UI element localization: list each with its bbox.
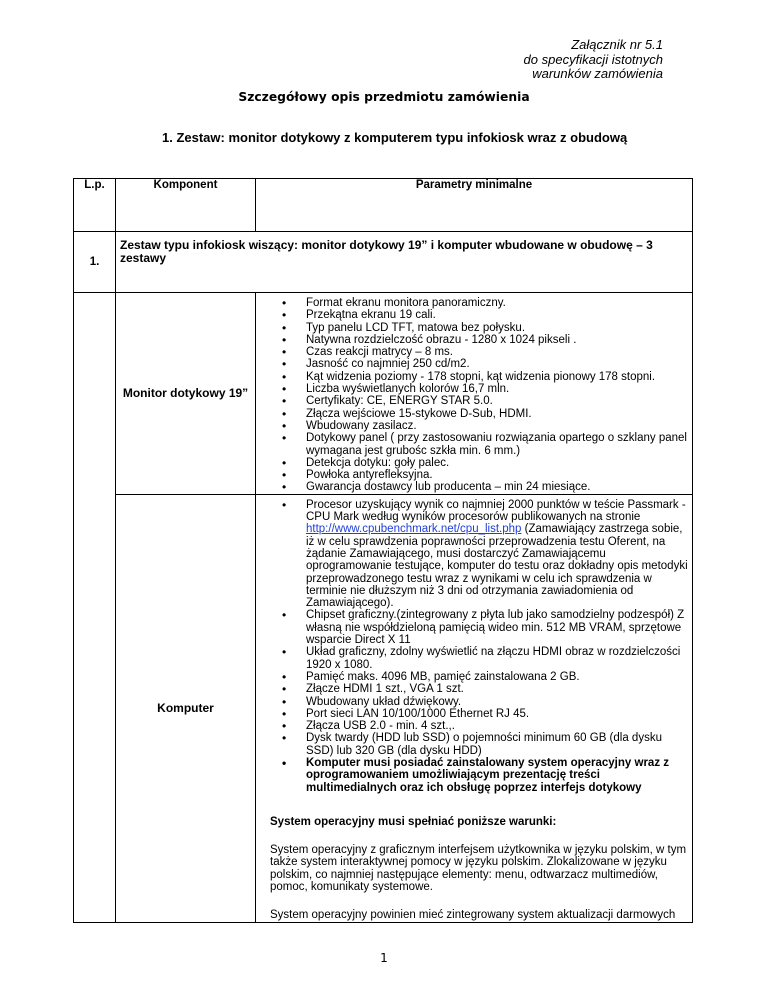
- list-item: • Gwarancja dostawcy lub producenta – min 24 miesiące.: [256, 481, 688, 493]
- list-item: • Certyfikaty: CE, ENERGY STAR 5.0.: [256, 395, 688, 407]
- os-heading: System operacyjny musi spełniać poniższe warunki:: [270, 815, 557, 828]
- list-item: • Dotykowy panel ( przy zastosowaniu rozwiązania opartego o szklany panel wymagana jest grubośc szkła min. 6 mm.): [256, 432, 688, 457]
- table-row: [74, 232, 693, 293]
- list-item: • Czas reakcji matrycy – 8 ms.: [256, 346, 688, 358]
- annex-line-1: Załącznik nr 5.1: [571, 37, 663, 52]
- table-header-row: [74, 179, 693, 232]
- list-item: • Złącza wejściowe 15-stykowe D-Sub, HDMI.: [256, 408, 688, 420]
- list-item: • Pamięć maks. 4096 MB, pamięć zainstalowana 2 GB.: [256, 671, 688, 683]
- list-item-os-required: • Komputer musi posiadać zainstalowany system operacyjny wraz z oprogramowaniem umożliwiającym prezentację treści multimedialnych oraz ich obsługę poprzez interfejs dotykowy: [256, 757, 688, 794]
- list-item: • Port sieci LAN 10/100/1000 Ethernet RJ 45.: [256, 708, 688, 720]
- list-item: • Układ graficzny, zdolny wyświetlić na złączu HDMI obraz w rozdzielczości 1920 x 1080.: [256, 646, 688, 671]
- cpubenchmark-link[interactable]: http://www.cpubenchmark.net/cpu_list.php: [306, 523, 522, 536]
- computer-param-list: [256, 495, 692, 794]
- empty-cell: [74, 293, 116, 923]
- list-item: • Liczba wyświetlanych kolorów 16,7 mln.: [256, 383, 688, 395]
- list-item: • Detekcja dotyku: goły palec.: [256, 457, 688, 469]
- list-item: • Kąt widzenia poziomy - 178 stopni, kąt widzenia pionowy 178 stopni.: [256, 371, 688, 383]
- list-item: • Natywna rozdzielczość obrazu - 1280 x 1024 pikseli .: [256, 334, 688, 346]
- table-row-monitor: [74, 293, 693, 495]
- list-item: • Dysk twardy (HDD lub SSD) o pojemności minimum 60 GB (dla dysku SSD) lub 320 GB (dla dysku HDD): [256, 732, 688, 757]
- list-item: • Wbudowany układ dźwiękowy.: [256, 696, 688, 708]
- os-paragraph-1: System operacyjny z graficznym interfejsem użytkownika w języku polskim, w tym także system interaktywnej pomocy w języku polskim. Zlokalizowane w języku polskim, co najmniej następujące elementy: menu, odtwarzacz multimediów, pomoc, komunikaty systemowe.: [270, 844, 687, 894]
- annex-line-3: warunków zamówienia: [532, 66, 663, 81]
- list-item: • Złącza USB 2.0 - min. 4 szt.,.: [256, 720, 688, 732]
- cpu-text: Procesor uzyskujący wynik co najmniej 2000 punktów w teście Passmark - CPU Mark według wyników procesorów publikowanych na stronie: [306, 498, 686, 524]
- list-item: • Typ panelu LCD TFT, matowa bez połysku.: [256, 322, 688, 334]
- list-item-cpu: [256, 499, 688, 610]
- monitor-param-list: [256, 293, 692, 494]
- list-item: • Powłoka antyrefleksyjna.: [256, 469, 688, 481]
- component-monitor: Monitor dotykowy 19”: [116, 293, 256, 495]
- list-item: • Przekątna ekranu 19 cali.: [256, 309, 688, 321]
- spec-table: [73, 178, 693, 923]
- annex-note: [524, 38, 663, 82]
- header-component: Komponent: [116, 179, 256, 232]
- os-paragraph-2: System operacyjny powinien mieć zintegrowany system aktualizacji darmowych: [270, 909, 676, 922]
- set-title: Zestaw typu infokiosk wiszący: monitor dotykowy 19” i komputer wbudowane w obudowę – 3 zestawy: [116, 232, 693, 293]
- computer-params: [256, 494, 693, 922]
- list-item: • Jasność co najmniej 250 cd/m2.: [256, 358, 688, 370]
- monitor-params: [256, 293, 693, 495]
- annex-line-2: do specyfikacji istotnych: [523, 51, 663, 67]
- document-title: Szczegółowy opis przedmiotu zamówienia: [238, 90, 530, 104]
- cpu-note: (Zamawiający zastrzega sobie, iż w celu sprawdzenia poprawności przeprowadzenia testu Oferent, na żądanie Zamawiającego, musi dostarczyć Zamawiającemu oprogramowanie testujące, komputer do testu oraz dokładny opis metodyki przeprowadzonego testu wraz z wynikami w celu ich sprawdzenia w terminie nie dłuższym niż 3 dni od otrzymania zawiadomienia od Zamawiającego).: [306, 523, 688, 610]
- list-item: • Format ekranu monitora panoramiczny.: [256, 297, 688, 309]
- list-item: • Złącze HDMI 1 szt., VGA 1 szt.: [256, 683, 688, 695]
- header-lp: L.p.: [74, 179, 116, 232]
- page-number: 1: [380, 951, 388, 965]
- list-item: • Chipset graficzny.(zintegrowany z płyta lub jako samodzielny podzespół) Z własną nie współdzieloną pamięcią wideo min. 512 MB VRAM, sprzętowe wsparcie Direct X 11: [256, 609, 688, 646]
- section-title: 1. Zestaw: monitor dotykowy z komputerem typu infokiosk wraz z obudową: [162, 130, 628, 145]
- table-row-computer: [74, 494, 693, 922]
- header-params: Parametry minimalne: [256, 179, 693, 232]
- row-number: 1.: [74, 232, 116, 293]
- list-item: • Wbudowany zasilacz.: [256, 420, 688, 432]
- component-computer: Komputer: [116, 494, 256, 922]
